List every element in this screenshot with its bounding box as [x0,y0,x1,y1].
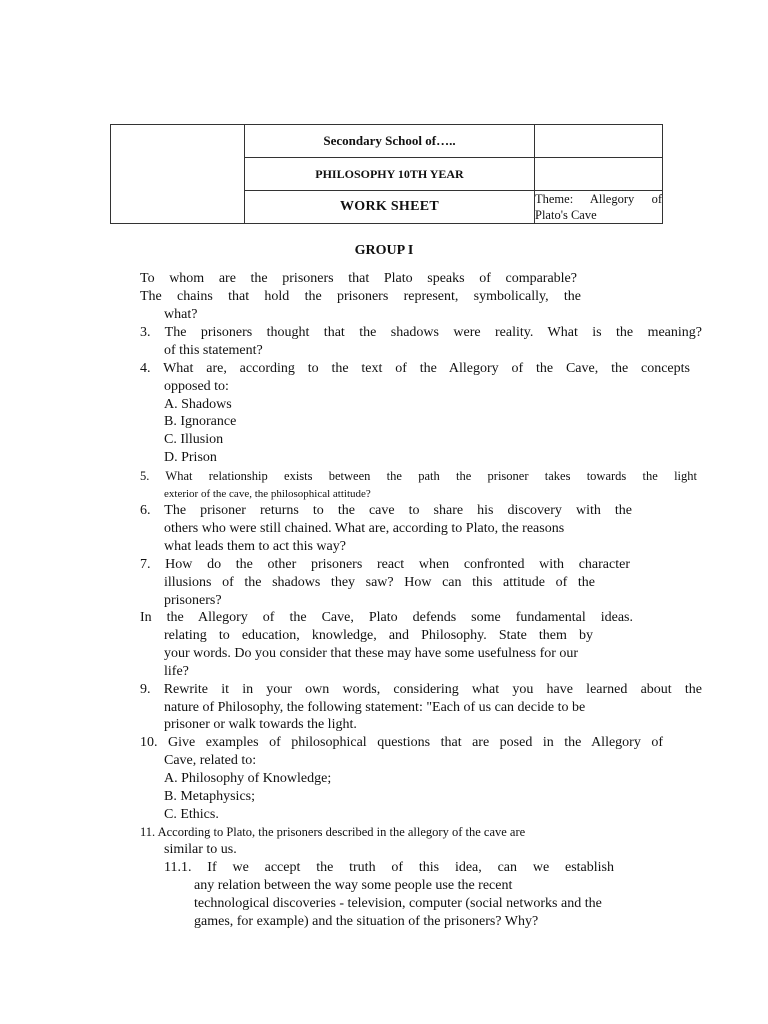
question-line: 9. Rewrite it in your own words, considering what you have learned about the [140,682,702,697]
list-item: C. Illusion [164,432,224,447]
list-item: D. Prison [164,450,217,465]
empty-cell [535,158,663,191]
theme-line: Theme: Allegory of [535,192,662,206]
question-line: relating to education, knowledge, and Philosophy. State them by [164,628,593,643]
question-line: technological discoveries - television, computer (social networks and the [194,896,602,911]
logo-cell [111,125,245,224]
list-item: C. Ethics. [164,807,219,822]
question-line: similar to us. [164,842,237,857]
question-line: nature of Philosophy, the following statement: "Each of us can decide to be [164,700,586,715]
question-line: 11.1. If we accept the truth of this idea, can we establish [164,860,614,875]
question-line: games, for example) and the situation of the prisoners? Why? [194,914,539,929]
question-line: 10. Give examples of philosophical questions that are posed in the Allegory of [140,735,663,750]
question-line: what leads them to act this way? [164,539,346,554]
question-line: opposed to: [164,379,229,394]
theme-line: Plato's Cave [535,208,597,222]
question-line: prisoner or walk towards the light. [164,717,357,732]
question-line: life? [164,664,189,679]
question-line: 5. What relationship exists between the path the prisoner takes towards the light [140,469,697,483]
question-line: 7. How do the other prisoners react when confronted with character [140,557,630,572]
group-title: GROUP I [354,243,414,258]
question-line: 4. What are, according to the text of the Allegory of the Cave, the concepts [140,361,690,376]
question-line: what? [164,307,198,322]
list-item: A. Philosophy of Knowledge; [164,771,332,786]
subject-title: PHILOSOPHY 10TH YEAR [245,158,535,191]
question-line: others who were still chained. What are, according to Plato, the reasons [164,521,565,536]
empty-cell [535,125,663,158]
list-item: B. Metaphysics; [164,789,255,804]
question-line: prisoners? [164,593,222,608]
list-item: B. Ignorance [164,414,237,429]
sheet-type: WORK SHEET [245,191,535,224]
header-table [110,124,663,224]
question-line: your words. Do you consider that these may have some usefulness for our [164,646,579,661]
question-line: To whom are the prisoners that Plato speaks of comparable? [140,271,577,286]
school-name: Secondary School of….. [245,125,535,158]
question-line: 11. According to Plato, the prisoners described in the allegory of the cave are [140,825,526,839]
question-line: illusions of the shadows they saw? How can this attitude of the [164,575,595,590]
question-line: exterior of the cave, the philosophical attitude? [164,488,371,500]
question-line: 6. The prisoner returns to the cave to share his discovery with the [140,503,632,518]
question-line: any relation between the way some people use the recent [194,878,513,893]
theme-cell [535,191,663,224]
question-line: Cave, related to: [164,753,257,768]
question-line: The chains that hold the prisoners represent, symbolically, the [140,289,581,304]
list-item: A. Shadows [164,397,232,412]
question-line: 3. The prisoners thought that the shadows were reality. What is the meaning? [140,325,702,340]
question-line: of this statement? [164,343,263,358]
question-line: In the Allegory of the Cave, Plato defends some fundamental ideas. [140,610,633,625]
